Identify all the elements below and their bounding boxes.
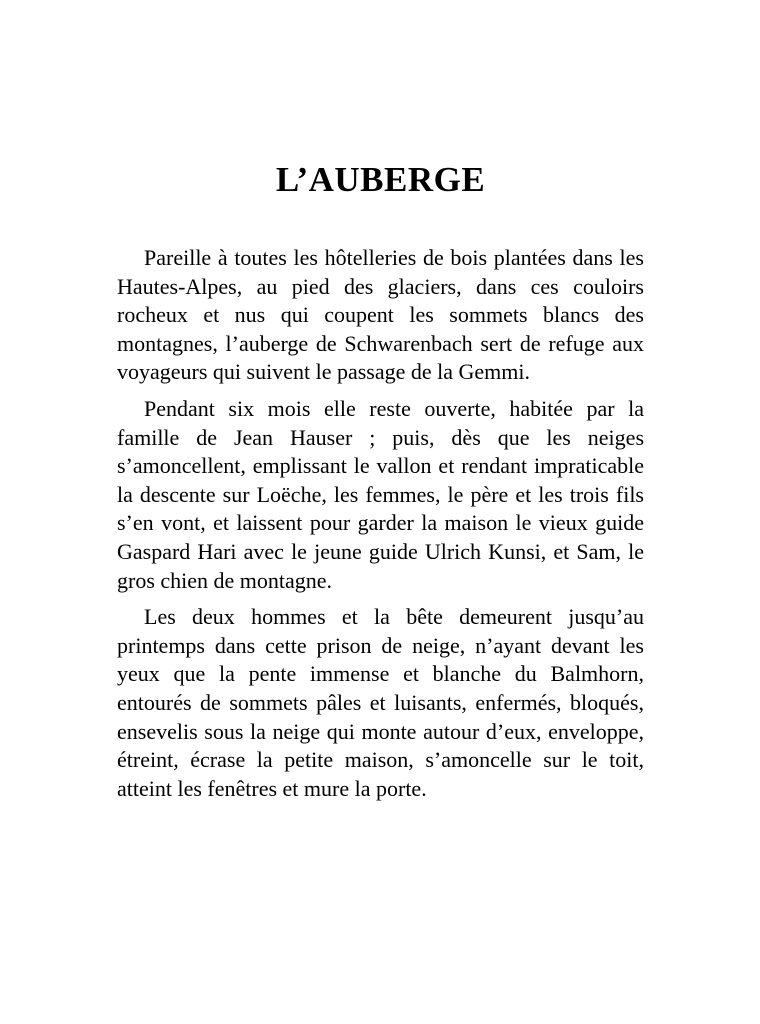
document-page: [117, 160, 644, 811]
paragraph-3: Les deux hommes et la bête demeurent jusqu’au printemps dans cette prison de neige, n’ayant devant les yeux que la pente immense et blanche du Balmhorn, entourés de sommets pâles et luisants, enfermés, bloqués, ensevelis sous la neige qui monte autour d’eux, enveloppe, étreint, écrase la petite maison, s’amoncelle sur le toit, atteint les fenêtres et mure la porte.: [117, 604, 644, 801]
paragraph-2: Pendant six mois elle reste ouverte, habitée par la famille de Jean Hauser ; puis, dès que les neiges s’amoncellent, emplissant le vallon et rendant impraticable la descente sur Loëche, les femmes, le père et les trois fils s’en vont, et laissent pour garder la maison le vieux guide Gaspard Hari avec le jeune guide Ulrich Kunsi, et Sam, le gros chien de montagne.: [117, 395, 644, 593]
chapter-title: L’AUBERGE: [275, 160, 486, 199]
paragraph-1: Pareille à toutes les hôtelleries de bois plantées dans les Hautes-Alpes, au pied des glaciers, dans ces couloirs rocheux et nus qui coupent les sommets blancs des montagnes, l’auberge de Schwarenbach sert de refuge aux voyageurs qui suivent le passage de la Gemmi.: [117, 245, 644, 385]
